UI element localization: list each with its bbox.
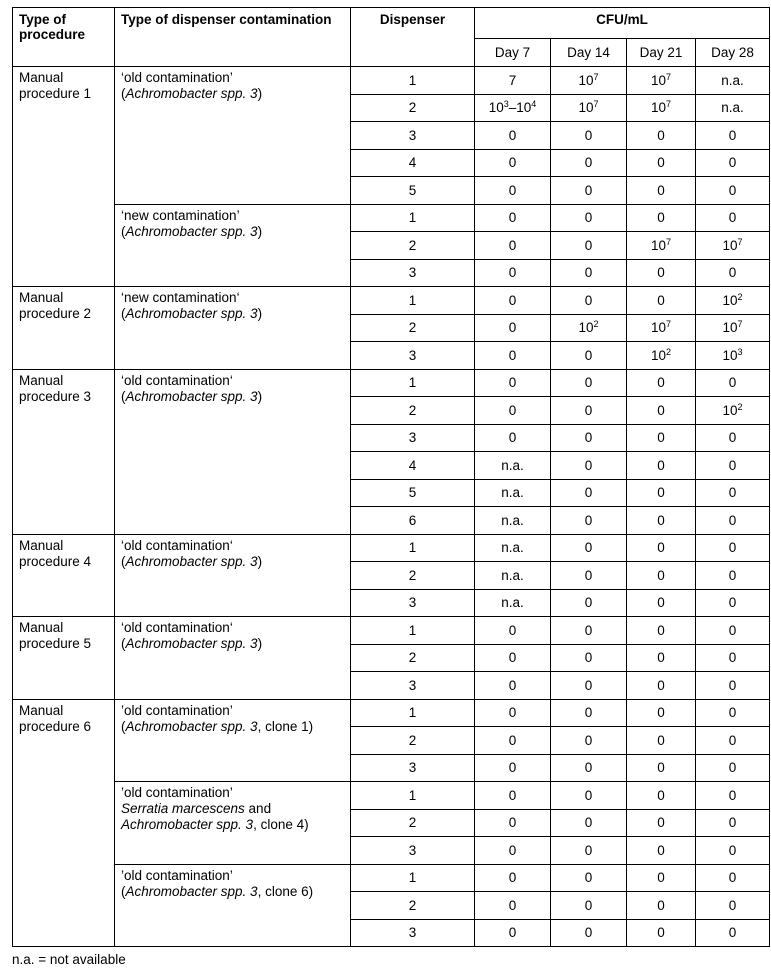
cfu-value-cell: 0 (551, 452, 627, 480)
cfu-value-cell: 0 (551, 727, 627, 755)
dispenser-cell: 2 (351, 644, 475, 672)
cfu-value-cell: 0 (475, 809, 551, 837)
cfu-value-cell: 0 (696, 479, 770, 507)
cfu-value-cell: 0 (475, 699, 551, 727)
header-procedure: Type of procedure (13, 8, 115, 67)
cfu-value-cell: 0 (551, 617, 627, 645)
cfu-value-cell: $10^2$ (551, 314, 627, 342)
dispenser-cell: 1 (351, 287, 475, 315)
contamination-cell: ‘new contamination‘ (Achromobacter spp. 3) (115, 287, 351, 370)
cfu-value-cell: 0 (475, 177, 551, 205)
cfu-value-cell: 0 (627, 479, 696, 507)
dispenser-cell: 2 (351, 809, 475, 837)
cfu-value-cell: 0 (696, 617, 770, 645)
cfu-value-cell: $10^7$ (551, 67, 627, 95)
cfu-value-cell: $10^7$ (696, 314, 770, 342)
cfu-value-cell: 0 (551, 837, 627, 865)
cfu-value-cell: 0 (475, 837, 551, 865)
cfu-value-cell: n.a. (696, 94, 770, 122)
table-row (13, 699, 770, 727)
cfu-value-cell: 0 (475, 342, 551, 370)
cfu-value-cell: 0 (475, 864, 551, 892)
cfu-value-cell: $10^3-10^4$ (475, 94, 551, 122)
cfu-value-cell: $10^7$ (696, 232, 770, 260)
cfu-value-cell: 0 (475, 424, 551, 452)
procedure-cell: Manual procedure 5 (13, 617, 115, 700)
cfu-value-cell: 0 (551, 782, 627, 810)
cfu-value-cell: 0 (627, 644, 696, 672)
cfu-value-cell: 0 (551, 204, 627, 232)
cfu-value-cell: 0 (551, 699, 627, 727)
cfu-value-cell: $10^2$ (696, 397, 770, 425)
dispenser-cell: 1 (351, 699, 475, 727)
cfu-value-cell: 0 (696, 259, 770, 287)
table-row (13, 287, 770, 315)
cfu-value-cell: n.a. (475, 589, 551, 617)
table-row (13, 617, 770, 645)
dispenser-cell: 1 (351, 369, 475, 397)
dispenser-cell: 3 (351, 837, 475, 865)
cfu-value-cell: 0 (475, 122, 551, 150)
cfu-value-cell: 0 (627, 782, 696, 810)
table-row (13, 782, 770, 810)
header-cfu: CFU/mL (475, 8, 770, 39)
cfu-value-cell: 0 (551, 562, 627, 590)
contamination-cell: ‘old contamination‘ (Achromobacter spp. 3) (115, 617, 351, 700)
procedure-cell: Manual procedure 2 (13, 287, 115, 370)
procedure-cell: Manual procedure 6 (13, 699, 115, 947)
cfu-value-cell: 0 (475, 397, 551, 425)
cfu-value-cell: 0 (696, 149, 770, 177)
header-dispenser: Dispenser (351, 8, 475, 67)
dispenser-cell: 2 (351, 232, 475, 260)
cfu-value-cell: 0 (627, 699, 696, 727)
cfu-value-cell: 0 (696, 534, 770, 562)
cfu-value-cell: 0 (696, 837, 770, 865)
cfu-value-cell: 0 (627, 534, 696, 562)
dispenser-cell: 4 (351, 452, 475, 480)
dispenser-cell: 2 (351, 314, 475, 342)
dispenser-cell: 4 (351, 149, 475, 177)
cfu-value-cell: 0 (551, 892, 627, 920)
cfu-value-cell: $10^2$ (627, 342, 696, 370)
cfu-value-cell: 0 (696, 754, 770, 782)
cfu-value-cell: 0 (627, 809, 696, 837)
cfu-value-cell: 0 (696, 727, 770, 755)
header-day-21: Day 21 (627, 39, 696, 67)
dispenser-cell: 3 (351, 259, 475, 287)
cfu-value-cell: 0 (475, 919, 551, 947)
cfu-value-cell: 0 (696, 892, 770, 920)
cfu-value-cell: 0 (696, 562, 770, 590)
contamination-cell: ’old contamination’ Serratia marcescens and Achromobacter spp. 3, clone 4) (115, 782, 351, 865)
table-row (13, 864, 770, 892)
dispenser-cell: 3 (351, 342, 475, 370)
header-day-28: Day 28 (696, 39, 770, 67)
cfu-results-table (12, 7, 770, 947)
cfu-value-cell: 0 (475, 232, 551, 260)
cfu-value-cell: 0 (627, 617, 696, 645)
cfu-value-cell: 0 (627, 562, 696, 590)
cfu-value-cell: 0 (696, 507, 770, 535)
cfu-value-cell: $10^7$ (627, 94, 696, 122)
contamination-cell: ’old contamination’ (Achromobacter spp. 3, clone 1) (115, 699, 351, 782)
dispenser-cell: 3 (351, 919, 475, 947)
procedure-cell: Manual procedure 1 (13, 67, 115, 287)
cfu-value-cell: 0 (627, 837, 696, 865)
cfu-value-cell: 0 (475, 727, 551, 755)
dispenser-cell: 1 (351, 617, 475, 645)
footnote: n.a. = not available (12, 952, 126, 967)
cfu-value-cell: $10^7$ (627, 232, 696, 260)
contamination-cell: ‘old contamination‘ (Achromobacter spp. 3) (115, 369, 351, 534)
procedure-cell: Manual procedure 4 (13, 534, 115, 617)
cfu-value-cell: 0 (551, 259, 627, 287)
cfu-value-cell: 0 (475, 204, 551, 232)
cfu-value-cell: 0 (627, 452, 696, 480)
cfu-value-cell: n.a. (475, 452, 551, 480)
cfu-value-cell: 0 (627, 287, 696, 315)
cfu-value-cell: 0 (551, 672, 627, 700)
cfu-value-cell: 0 (475, 369, 551, 397)
contamination-cell: ‘old contamination‘ (Achromobacter spp. 3) (115, 534, 351, 617)
dispenser-cell: 2 (351, 892, 475, 920)
cfu-value-cell: 0 (627, 754, 696, 782)
cfu-value-cell: $10^2$ (696, 287, 770, 315)
table-row (13, 369, 770, 397)
contamination-cell: ‘old contamination’ (Achromobacter spp. 3) (115, 67, 351, 205)
dispenser-cell: 5 (351, 177, 475, 205)
cfu-value-cell: 0 (475, 644, 551, 672)
cfu-value-cell: 0 (627, 204, 696, 232)
contamination-cell: ‘new contamination’ (Achromobacter spp. 3) (115, 204, 351, 287)
dispenser-cell: 2 (351, 397, 475, 425)
cfu-value-cell: 0 (551, 754, 627, 782)
cfu-value-cell: 0 (696, 204, 770, 232)
cfu-value-cell: 0 (475, 672, 551, 700)
cfu-value-cell: 0 (551, 287, 627, 315)
cfu-value-cell: 0 (696, 864, 770, 892)
cfu-value-cell: 0 (627, 892, 696, 920)
cfu-value-cell: 0 (475, 617, 551, 645)
cfu-value-cell: 0 (551, 479, 627, 507)
table-body (13, 67, 770, 947)
cfu-value-cell: 0 (551, 589, 627, 617)
cfu-value-cell: 0 (627, 122, 696, 150)
cfu-value-cell: 0 (627, 727, 696, 755)
header-day-14: Day 14 (551, 39, 627, 67)
cfu-value-cell: n.a. (475, 479, 551, 507)
table-row (13, 534, 770, 562)
dispenser-cell: 2 (351, 727, 475, 755)
cfu-value-cell: 0 (551, 809, 627, 837)
dispenser-cell: 3 (351, 424, 475, 452)
cfu-value-cell: 0 (696, 452, 770, 480)
cfu-value-cell: $10^7$ (627, 314, 696, 342)
cfu-value-cell: 0 (696, 809, 770, 837)
cfu-value-cell: 0 (696, 122, 770, 150)
cfu-value-cell: 0 (696, 589, 770, 617)
cfu-value-cell: 0 (696, 672, 770, 700)
cfu-value-cell: 0 (551, 507, 627, 535)
dispenser-cell: 5 (351, 479, 475, 507)
cfu-value-cell: 0 (475, 287, 551, 315)
cfu-value-cell: 0 (551, 919, 627, 947)
dispenser-cell: 1 (351, 534, 475, 562)
cfu-value-cell: 0 (696, 424, 770, 452)
table-row (13, 67, 770, 95)
cfu-value-cell: 0 (627, 589, 696, 617)
cfu-value-cell: 0 (551, 177, 627, 205)
cfu-value-cell: n.a. (475, 562, 551, 590)
cfu-value-cell: 0 (696, 644, 770, 672)
cfu-value-cell: 0 (475, 754, 551, 782)
cfu-value-cell: 0 (551, 397, 627, 425)
cfu-value-cell: 0 (627, 919, 696, 947)
dispenser-cell: 2 (351, 94, 475, 122)
cfu-value-cell: 0 (475, 782, 551, 810)
cfu-value-cell: $10^7$ (551, 94, 627, 122)
cfu-value-cell: 0 (475, 149, 551, 177)
cfu-value-cell: 0 (627, 369, 696, 397)
cfu-value-cell: n.a. (696, 67, 770, 95)
cfu-value-cell: 0 (696, 699, 770, 727)
cfu-value-cell: 0 (475, 892, 551, 920)
cfu-value-cell: 0 (551, 232, 627, 260)
cfu-value-cell: 0 (627, 424, 696, 452)
cfu-value-cell: 0 (551, 149, 627, 177)
header-contamination: Type of dispenser contamination (115, 8, 351, 67)
dispenser-cell: 6 (351, 507, 475, 535)
cfu-value-cell: 0 (551, 864, 627, 892)
cfu-value-cell: 0 (696, 369, 770, 397)
cfu-value-cell: 0 (696, 177, 770, 205)
dispenser-cell: 3 (351, 754, 475, 782)
cfu-value-cell: 0 (551, 369, 627, 397)
cfu-value-cell: 7 (475, 67, 551, 95)
cfu-value-cell: 0 (627, 177, 696, 205)
cfu-value-cell: 0 (627, 672, 696, 700)
dispenser-cell: 3 (351, 589, 475, 617)
cfu-value-cell: 0 (627, 397, 696, 425)
header-day-7: Day 7 (475, 39, 551, 67)
cfu-value-cell: 0 (551, 644, 627, 672)
cfu-value-cell: 0 (627, 864, 696, 892)
cfu-value-cell: n.a. (475, 534, 551, 562)
cfu-value-cell: 0 (627, 149, 696, 177)
cfu-value-cell: 0 (475, 314, 551, 342)
cfu-value-cell: 0 (696, 919, 770, 947)
dispenser-cell: 2 (351, 562, 475, 590)
cfu-value-cell: $10^3$ (696, 342, 770, 370)
cfu-value-cell: 0 (551, 122, 627, 150)
cfu-value-cell: 0 (627, 259, 696, 287)
contamination-cell: ’old contamination’ (Achromobacter spp. 3, clone 6) (115, 864, 351, 947)
table-row (13, 204, 770, 232)
cfu-value-cell: 0 (696, 782, 770, 810)
procedure-cell: Manual procedure 3 (13, 369, 115, 534)
dispenser-cell: 1 (351, 67, 475, 95)
dispenser-cell: 1 (351, 864, 475, 892)
cfu-value-cell: n.a. (475, 507, 551, 535)
cfu-value-cell: 0 (551, 424, 627, 452)
cfu-value-cell: 0 (475, 259, 551, 287)
dispenser-cell: 3 (351, 122, 475, 150)
cfu-value-cell: $10^7$ (627, 67, 696, 95)
cfu-value-cell: 0 (627, 507, 696, 535)
cfu-value-cell: 0 (551, 342, 627, 370)
dispenser-cell: 1 (351, 782, 475, 810)
dispenser-cell: 1 (351, 204, 475, 232)
dispenser-cell: 3 (351, 672, 475, 700)
cfu-value-cell: 0 (551, 534, 627, 562)
